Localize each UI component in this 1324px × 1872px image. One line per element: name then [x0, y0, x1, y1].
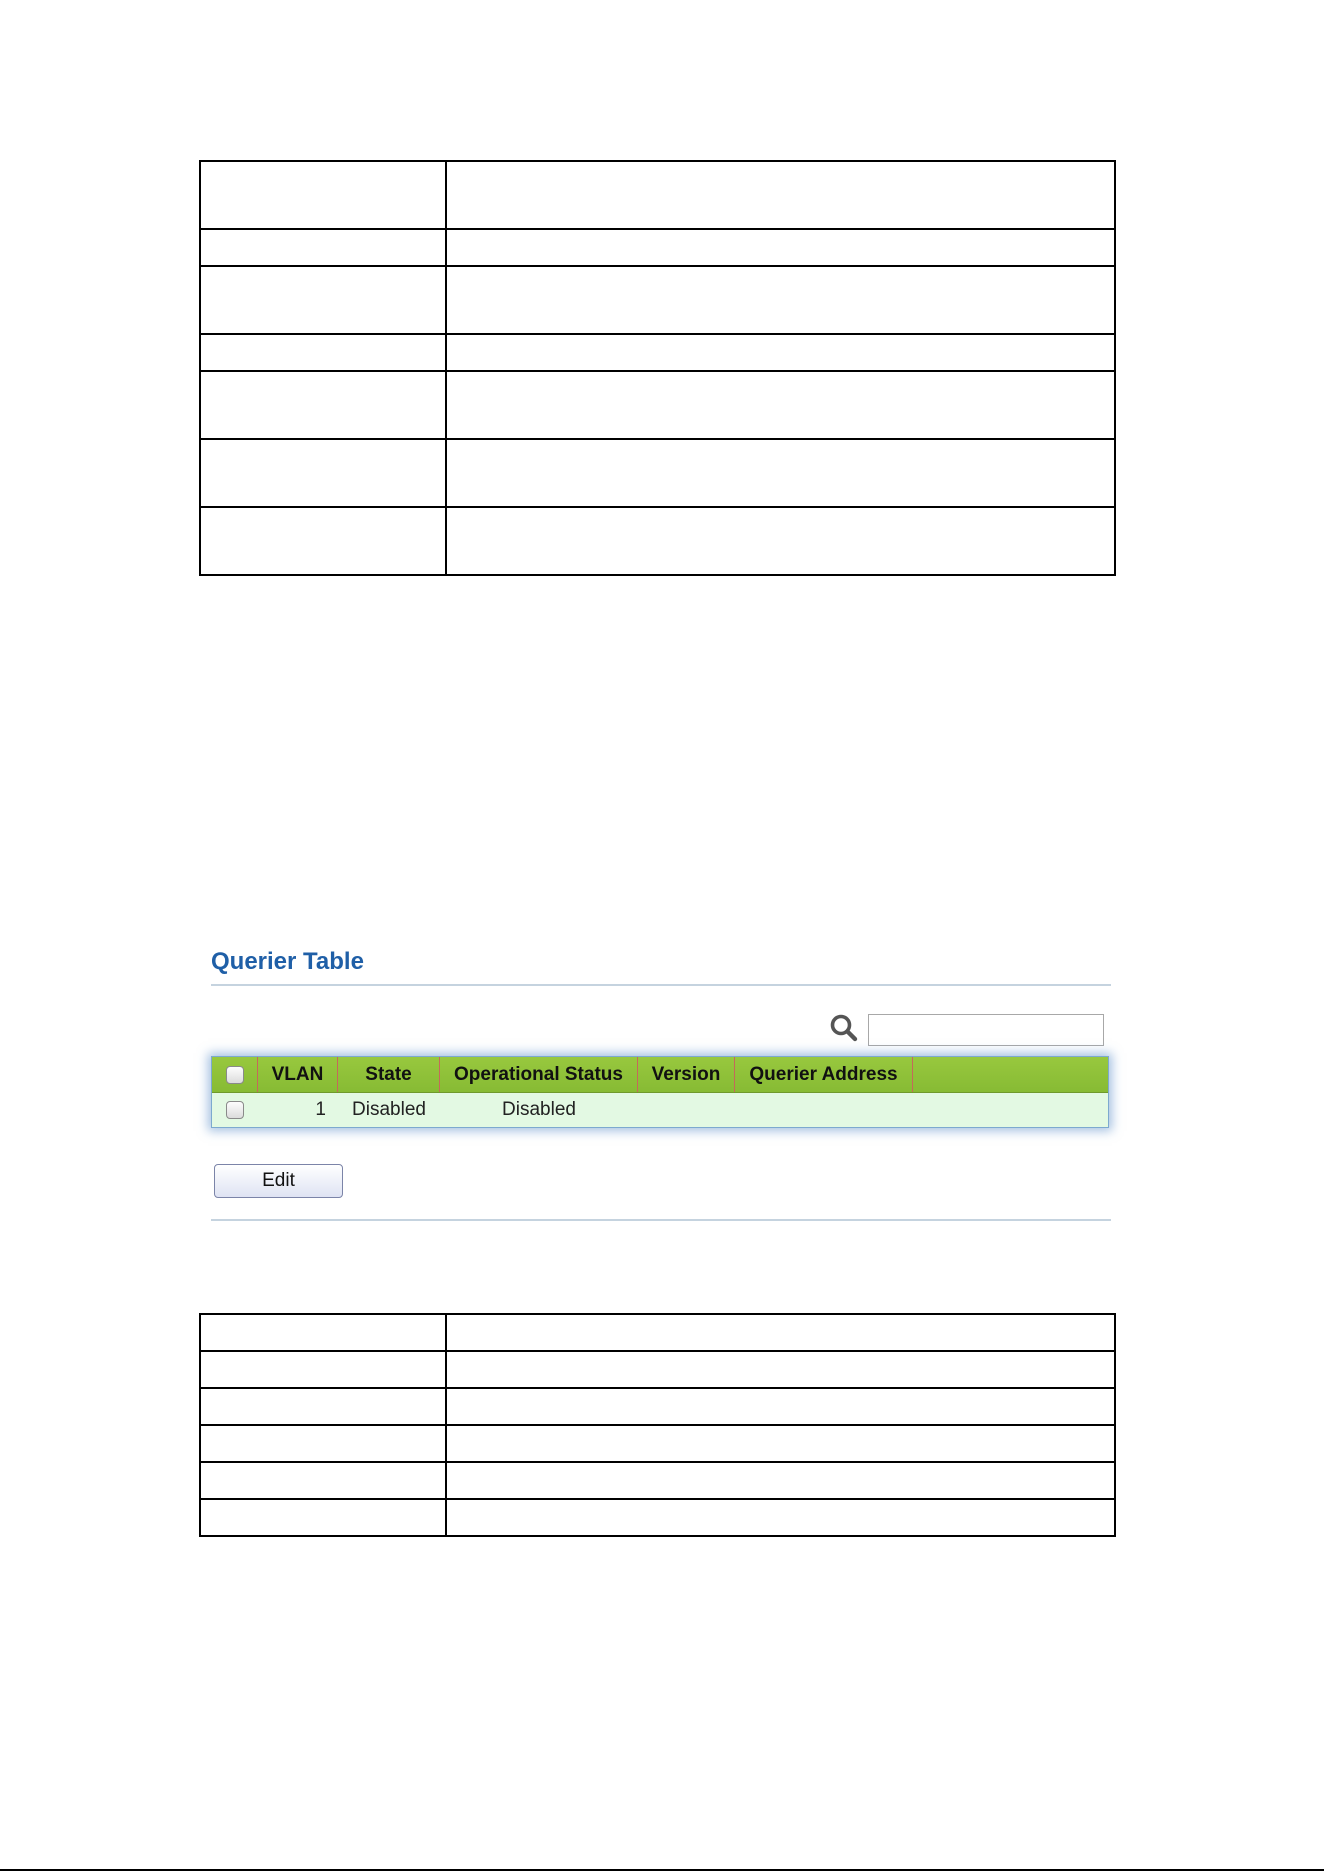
cell-state: Disabled [352, 1099, 426, 1120]
table-row [200, 334, 1115, 371]
table-cell [446, 507, 1115, 575]
table-row [200, 1499, 1115, 1536]
table-cell [200, 334, 446, 371]
table-cell [200, 266, 446, 334]
search-input[interactable] [868, 1014, 1104, 1046]
table-cell [446, 1351, 1115, 1388]
table-cell [446, 1499, 1115, 1536]
table-row [200, 507, 1115, 575]
table-row [200, 1388, 1115, 1425]
table-cell [200, 1351, 446, 1388]
cell-vlan: 1 [315, 1099, 326, 1120]
table-row [200, 161, 1115, 229]
table-cell [200, 161, 446, 229]
header-select-all[interactable] [212, 1057, 258, 1092]
table-cell [446, 1425, 1115, 1462]
table-cell [200, 1388, 446, 1425]
table-cell [446, 439, 1115, 507]
table-cell [446, 334, 1115, 371]
table-row [200, 229, 1115, 266]
column-header-version[interactable]: Version [638, 1057, 735, 1092]
table-cell [446, 229, 1115, 266]
description-table-bottom [199, 1313, 1116, 1537]
table-cell [200, 229, 446, 266]
querier-table-panel [211, 944, 1111, 1224]
column-header-operational-status[interactable]: Operational Status [440, 1057, 638, 1092]
column-header-state[interactable]: State [338, 1057, 440, 1092]
table-cell [446, 1388, 1115, 1425]
table-row [200, 1425, 1115, 1462]
table-row [200, 371, 1115, 439]
table-cell [446, 371, 1115, 439]
search-icon[interactable] [829, 1013, 859, 1043]
column-header-filler [913, 1057, 1109, 1092]
cell-querier-address [735, 1093, 913, 1127]
table-row [200, 1462, 1115, 1499]
cell-operational-status: Disabled [502, 1099, 576, 1120]
table-cell [200, 1462, 446, 1499]
cell-version [638, 1093, 735, 1127]
page-footer-divider [0, 1869, 1324, 1871]
row-select[interactable] [212, 1093, 258, 1127]
checkbox-icon[interactable] [226, 1066, 244, 1084]
page-title: Querier Table [211, 948, 364, 975]
table-cell [200, 371, 446, 439]
table-cell [446, 161, 1115, 229]
table-row[interactable] [212, 1093, 1108, 1127]
table-header [212, 1057, 1108, 1093]
table-row [200, 1314, 1115, 1351]
table-row [200, 1351, 1115, 1388]
table-cell [446, 266, 1115, 334]
column-header-querier-address[interactable]: Querier Address [735, 1057, 913, 1092]
querier-grid [211, 1056, 1109, 1128]
title-divider [211, 984, 1111, 986]
panel-bottom-divider [211, 1219, 1111, 1221]
table-cell [446, 1314, 1115, 1351]
table-cell [200, 507, 446, 575]
column-header-vlan[interactable]: VLAN [258, 1057, 338, 1092]
table-cell [200, 439, 446, 507]
description-table-top [199, 160, 1116, 576]
table-cell [200, 1314, 446, 1351]
table-row [200, 266, 1115, 334]
edit-button[interactable]: Edit [214, 1164, 343, 1198]
table-cell [200, 1499, 446, 1536]
table-cell [446, 1462, 1115, 1499]
table-row [200, 439, 1115, 507]
checkbox-icon[interactable] [226, 1101, 244, 1119]
table-cell [200, 1425, 446, 1462]
